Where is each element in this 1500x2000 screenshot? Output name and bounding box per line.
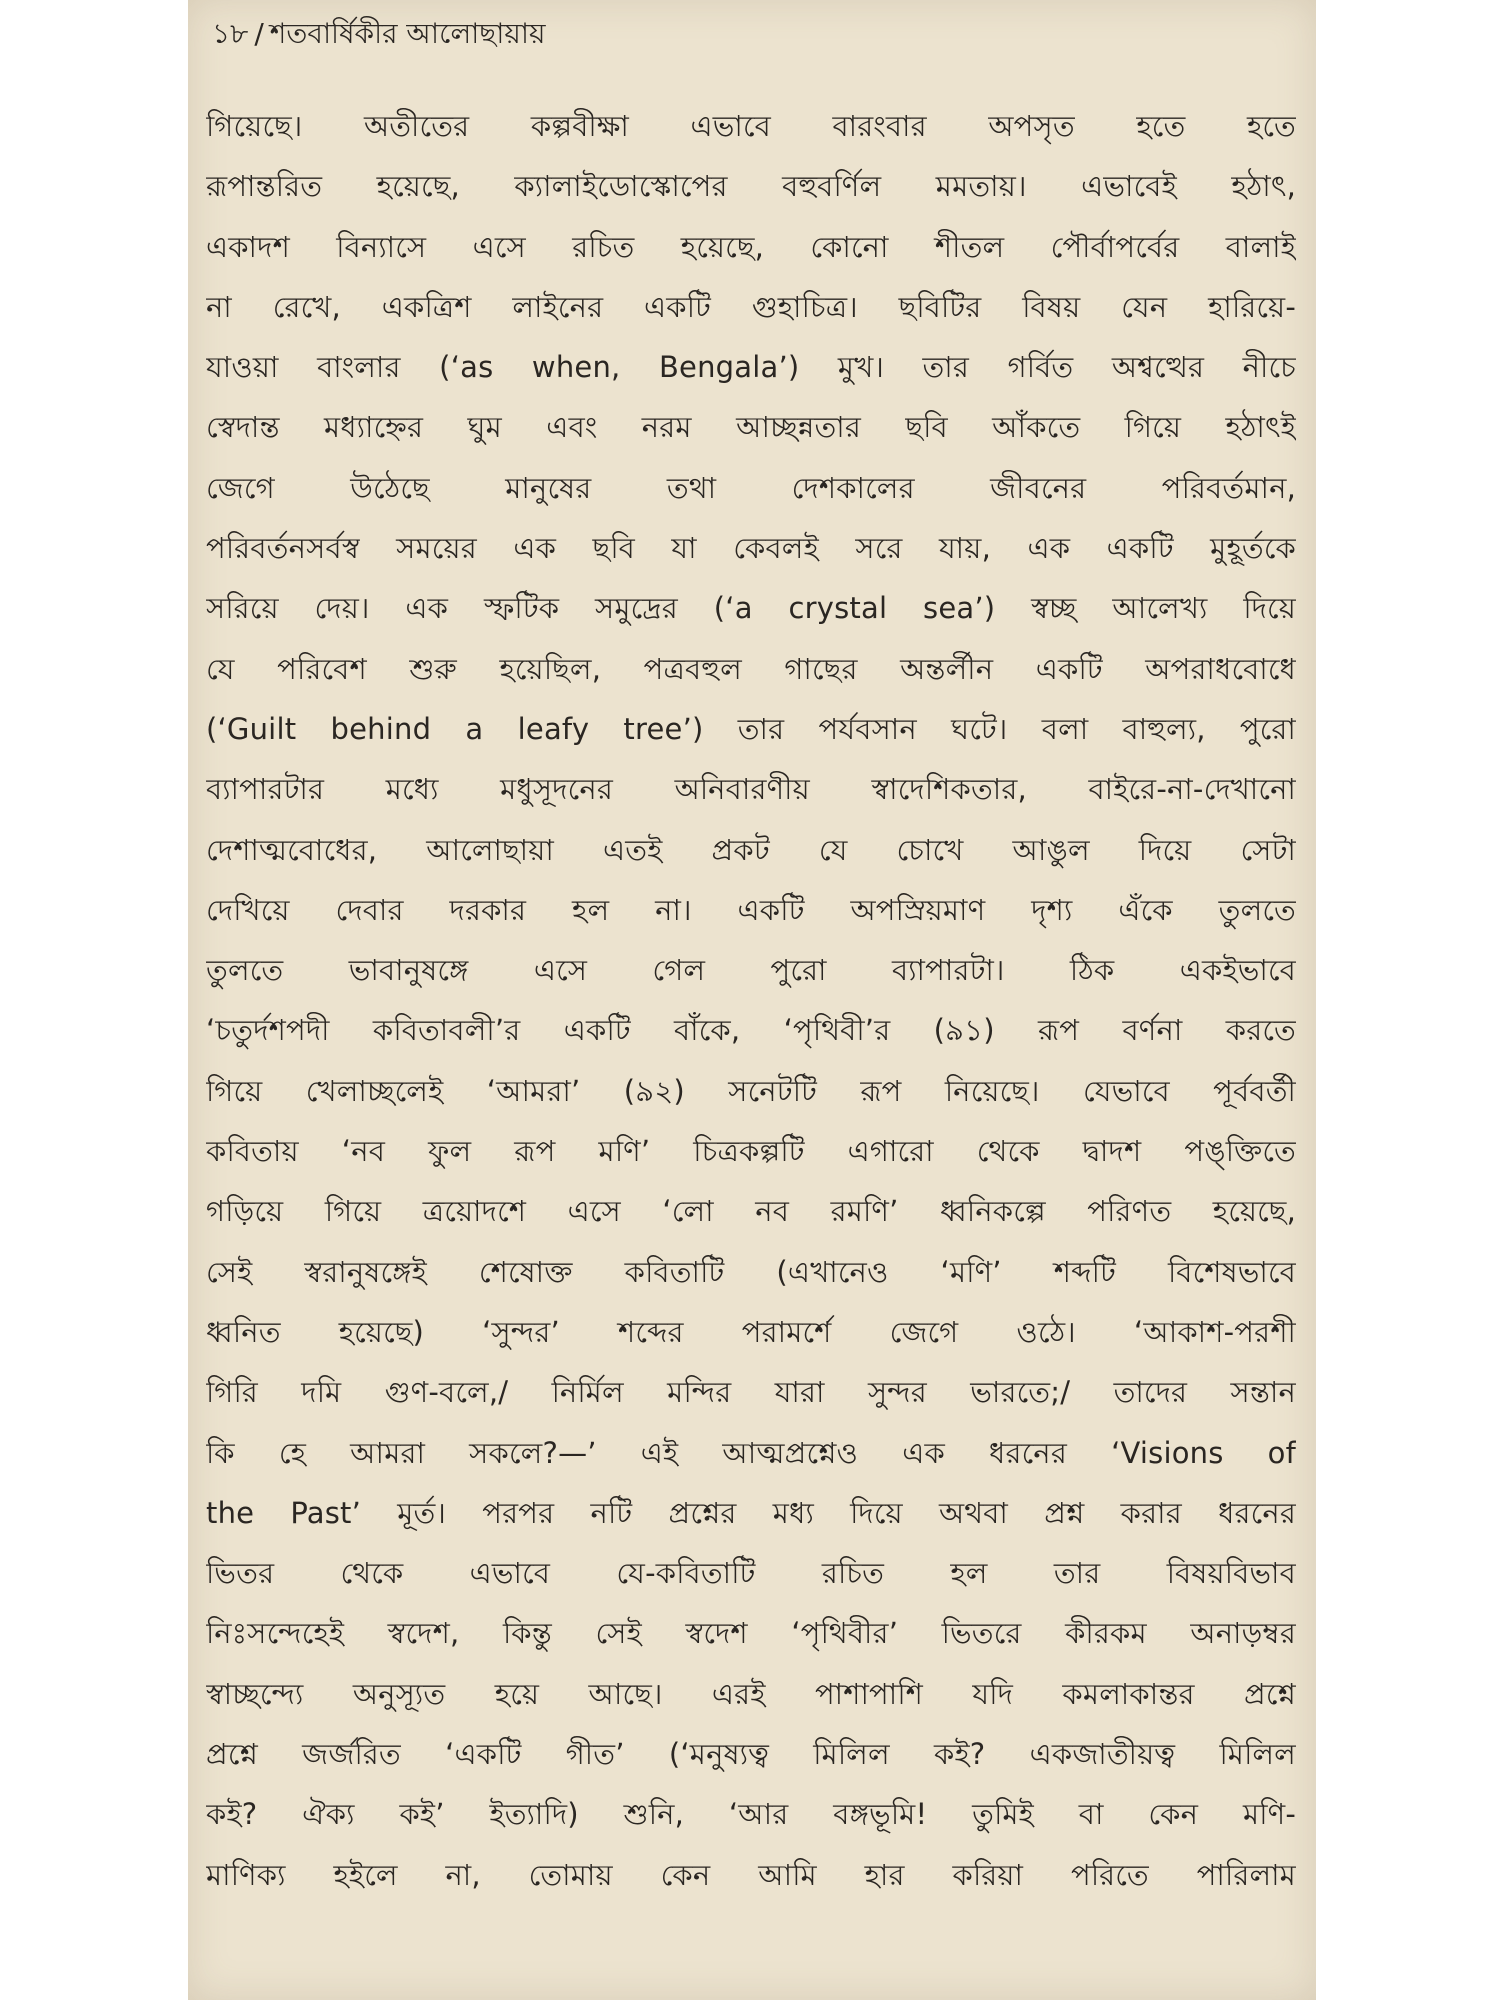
text-line: তুলতে ভাবানুষঙ্গে এসে গেল পুরো ব্যাপারটা। ঠিক একইভাবে (206, 953, 1296, 988)
text-line: ভিতর থেকে এভাবে যে-কবিতাটি রচিত হল তার বিষয়বিভাব (206, 1556, 1296, 1591)
text-line: সেই স্বরানুষঙ্গেই শেষোক্ত কবিতাটি (এখানেও ‘মণি’ শব্দটি বিশেষভাবে (206, 1254, 1296, 1289)
text-line: the Past’ মূর্ত। পরপর নটি প্রশ্নের মধ্য দিয়ে অথবা প্রশ্ন করার ধরনের (206, 1495, 1296, 1530)
text-line: নিঃসন্দেহেই স্বদেশ, কিন্তু সেই স্বদেশ ‘পৃথিবীর’ ভিতরে কীরকম অনাড়ম্বর (206, 1616, 1296, 1651)
text-line: ব্যাপারটার মধ্যে মধুসূদনের অনিবারণীয় স্বাদেশিকতার, বাইরে-না-দেখানো (206, 772, 1296, 807)
text-line: রূপান্তরিত হয়েছে, ক্যালাইডোস্কোপের বহুবর্ণিল মমতায়। এভাবেই হঠাৎ, (206, 169, 1296, 204)
text-line: কি হে আমরা সকলে?—’ এই আত্মপ্রশ্নেও এক ধরনের ‘Visions of (206, 1435, 1296, 1470)
text-line: দেখিয়ে দেবার দরকার হল না। একটি অপস্রিয়মাণ দৃশ্য এঁকে তুলতে (206, 892, 1296, 927)
running-title: শতবার্ষিকীর আলোছায়ায় (269, 17, 546, 50)
text-line: দেশাত্মবোধের, আলোছায়া এতই প্রকট যে চোখে আঙুল দিয়ে সেটা (206, 832, 1296, 867)
text-line: ‘চতুর্দশপদী কবিতাবলী’র একটি বাঁকে, ‘পৃথিবী’র (৯১) রূপ বর্ণনা করতে (206, 1013, 1296, 1048)
text-line: জেগে উঠেছে মানুষের তথা দেশকালের জীবনের পরিবর্তমান, (206, 470, 1296, 505)
header-separator: / (254, 17, 264, 50)
text-line: স্বাচ্ছন্দ্যে অনুস্যূত হয়ে আছে। এরই পাশাপাশি যদি কমলাকান্তর প্রশ্নে (206, 1676, 1296, 1711)
text-line: মাণিক্য হইলে না, তোমায় কেন আমি হার করিয়া পরিতে পারিলাম (206, 1857, 1296, 1892)
text-line: গিয়েছে। অতীতের কল্পবীক্ষা এভাবে বারংবার অপসৃত হতে হতে (206, 109, 1296, 143)
text-line: প্রশ্নে জর্জরিত ‘একটি গীত’ (‘মনুষ্যত্ব মিলিল কই? একজাতীয়ত্ব মিলিল (206, 1737, 1296, 1772)
text-line: কবিতায় ‘নব ফুল রূপ মণি’ চিত্রকল্পটি এগারো থেকে দ্বাদশ পঙ্‌ক্তিতে (206, 1134, 1296, 1169)
text-line: যাওয়া বাংলার (‘as when, Bengala’) মুখ। তার গর্বিত অশ্বত্থের নীচে (206, 350, 1296, 385)
text-line: ধ্বনিত হয়েছে) ‘সুন্দর’ শব্দের পরামর্শে জেগে ওঠে। ‘আকাশ-পরশী (206, 1314, 1296, 1349)
text-line: গড়িয়ে গিয়ে ত্রয়োদশে এসে ‘লো নব রমণি’ ধ্বনিকল্পে পরিণত হয়েছে, (206, 1194, 1296, 1229)
book-page (188, 0, 1316, 2000)
text-line: স্বেদান্ত মধ্যাহ্নের ঘুম এবং নরম আচ্ছন্নতার ছবি আঁকতে গিয়ে হঠাৎই (206, 410, 1296, 445)
page-number: ১৮ (212, 17, 249, 50)
text-line: একাদশ বিন্যাসে এসে রচিত হয়েছে, কোনো শীতল পৌর্বাপর্বের বালাই (206, 229, 1296, 264)
text-line: গিয়ে খেলাচ্ছলেই ‘আমরা’ (৯২) সনেটটি রূপ নিয়েছে। যেভাবে পূর্ববর্তী (206, 1073, 1296, 1108)
text-line: গিরি দমি গুণ-বলে,/ নির্মিল মন্দির যারা সুন্দর ভারতে;/ তাদের সন্তান (206, 1375, 1296, 1410)
text-line: সরিয়ে দেয়। এক স্ফটিক সমুদ্রের (‘a crystal sea’) স্বচ্ছ আলেখ্য দিয়ে (206, 591, 1296, 626)
running-header (212, 14, 546, 54)
text-line: কই? ঐক্য কই’ ইত্যাদি) শুনি, ‘আর বঙ্গভূমি! তুমিই বা কেন মণি- (206, 1797, 1296, 1832)
text-line: (‘Guilt behind a leafy tree’) তার পর্যবসান ঘটে। বলা বাহুল্য, পুরো (206, 711, 1296, 746)
text-line: যে পরিবেশ শুরু হয়েছিল, পত্রবহুল গাছের অন্তর্লীন একটি অপরাধবোধে (206, 651, 1296, 686)
body-text (206, 96, 1296, 1905)
text-line: পরিবর্তনসর্বস্ব সময়ের এক ছবি যা কেবলই সরে যায়, এক একটি মুহূর্তকে (206, 531, 1296, 566)
text-line: না রেখে, একত্রিশ লাইনের একটি গুহাচিত্র। ছবিটির বিষয় যেন হারিয়ে- (206, 289, 1296, 324)
